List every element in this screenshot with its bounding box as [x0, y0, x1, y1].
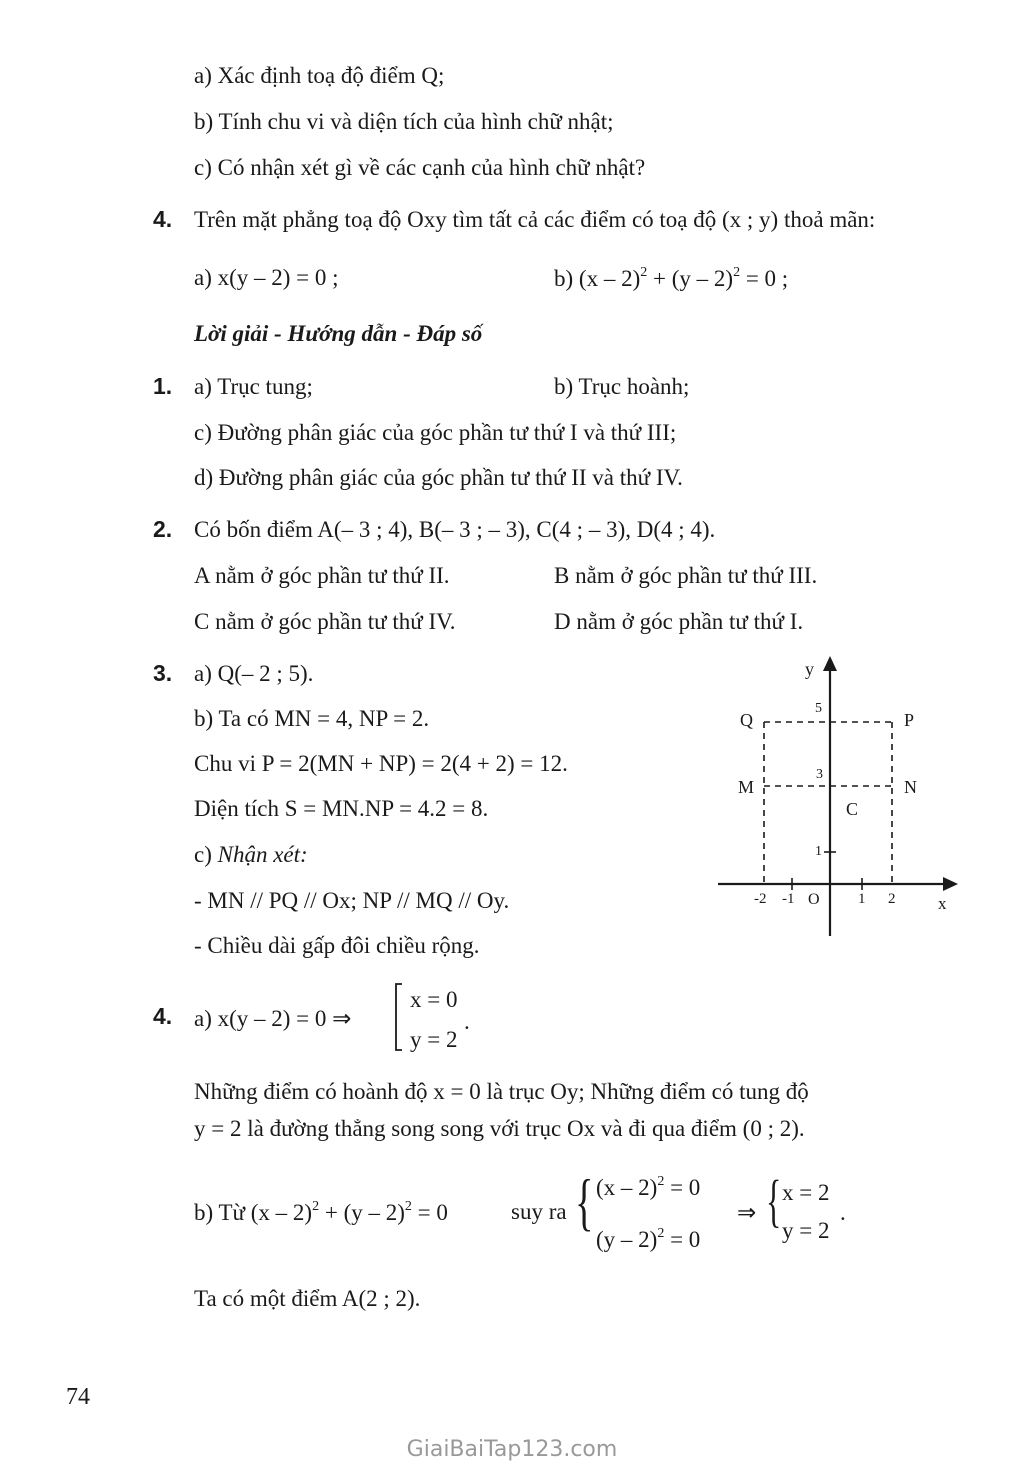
solution-3a: a) Q(– 2 ; 5).: [194, 661, 314, 686]
implies-symbol: ⇒: [737, 1200, 757, 1225]
solution-3c: c) Nhận xét:: [194, 842, 308, 867]
graph-tick-x-2: 2: [888, 891, 896, 907]
solution-1c: c) Đường phân giác của góc phần tư thứ I và thứ III;: [194, 420, 677, 445]
solution-4-explain-1: Những điểm có hoành độ x = 0 là trục Oy; Những điểm có tung độ: [194, 1079, 809, 1104]
graph-label-O: O: [808, 891, 820, 908]
graph-tick-minus-2: -2: [754, 891, 767, 907]
system-brace-1: {: [575, 1166, 594, 1237]
solution-2-D: D nằm ở góc phần tư thứ I.: [554, 609, 804, 634]
exercise-4a: a) x(y – 2) = 0 ;: [194, 265, 339, 290]
solution-1d: d) Đường phân giác của góc phần tư thứ II và thứ IV.: [194, 465, 683, 490]
exercise-4b: b) (x – 2)$^2$ + (y – 2)$^2$ = 0 ;: [554, 265, 789, 291]
solution-4-number: 4.: [153, 1003, 173, 1029]
solution-2-C: C nằm ở góc phần tư thứ IV.: [194, 609, 456, 634]
solution-4a-equation: a) x(y – 2) = 0 ⇒: [194, 1006, 352, 1031]
graph-tick-3: 3: [816, 767, 823, 782]
case-x-0: x = 0: [410, 987, 458, 1012]
graph-label-P: P: [904, 710, 915, 730]
graph-tick-x-1: 1: [858, 891, 866, 907]
result-x-2: x = 2: [782, 1180, 830, 1205]
graph-tick-5: 5: [815, 701, 822, 716]
solution-2-A: A nằm ở góc phần tư thứ II.: [194, 563, 450, 588]
part-b-text: b) Tính chu vi và diện tích của hình chữ nhật;: [194, 109, 614, 134]
solution-1a: a) Trục tung;: [194, 374, 313, 399]
graph-tick-1: 1: [815, 844, 822, 859]
solution-heading: Lời giải - Hướng dẫn - Đáp số: [194, 321, 483, 346]
solution-3-area: Diện tích S = MN.NP = 4.2 = 8.: [194, 796, 489, 821]
watermark: GiaiBaiTap123.com: [406, 1437, 618, 1462]
part-a-text: a) Xác định toạ độ điểm Q;: [194, 63, 445, 88]
system-eq-2: (y – 2)$^2$ = 0: [596, 1226, 701, 1252]
graph-label-y: y: [805, 659, 814, 679]
solution-1b: b) Trục hoành;: [554, 374, 690, 399]
exercise-4-text: Trên mặt phẳng toạ độ Oxy tìm tất cả các điểm có toạ độ (x ; y) thoả mãn:: [194, 207, 876, 232]
page-number: 74: [66, 1384, 90, 1410]
solution-3-remark-1: - MN // PQ // Ox; NP // MQ // Oy.: [194, 888, 510, 913]
system-brace-2: {: [766, 1168, 782, 1233]
graph-label-x: x: [938, 894, 947, 913]
solution-4b-suy-ra: suy ra: [511, 1199, 567, 1224]
part-c-text: c) Có nhận xét gì về các cạnh của hình chữ nhật?: [194, 155, 646, 180]
system-eq-1: (x – 2)$^2$ = 0: [596, 1174, 701, 1200]
graph-label-C: C: [846, 799, 859, 819]
solution-3-remark-2: - Chiều dài gấp đôi chiều rộng.: [194, 933, 480, 958]
graph-label-M: M: [738, 777, 755, 797]
solution-4b-start: b) Từ (x – 2)$^2$ + (y – 2)$^2$ = 0: [194, 1199, 448, 1225]
x-axis-arrow-icon: [943, 877, 958, 891]
y-axis-arrow-icon: [823, 656, 837, 671]
solution-3b: b) Ta có MN = 4, NP = 2.: [194, 706, 430, 731]
exercise-4-number: 4.: [153, 206, 173, 232]
solution-2-points: Có bốn điểm A(– 3 ; 4), B(– 3 ; – 3), C(4 ; – 3), D(4 ; 4).: [194, 517, 716, 542]
solution-3-number: 3.: [153, 660, 173, 686]
solution-4-conclusion: Ta có một điểm A(2 ; 2).: [194, 1286, 421, 1311]
graph-tick-minus-1: -1: [782, 891, 795, 907]
solution-2-B: B nằm ở góc phần tư thứ III.: [554, 563, 818, 588]
solution-4-explain-2: y = 2 là đường thẳng song song với trục Ox và đi qua điểm (0 ; 2).: [194, 1116, 805, 1141]
or-bracket: [396, 984, 402, 1050]
case-y-2: y = 2: [410, 1027, 458, 1052]
solution-1-number: 1.: [153, 373, 173, 399]
graph-label-Q: Q: [740, 710, 753, 730]
result-y-2: y = 2: [782, 1218, 830, 1243]
solution-4b-dot: .: [840, 1200, 846, 1225]
solution-3-perimeter: Chu vi P = 2(MN + NP) = 2(4 + 2) = 12.: [194, 751, 568, 776]
solution-4a-dot: .: [464, 1009, 470, 1034]
solution-2-number: 2.: [153, 516, 173, 542]
graph-label-N: N: [904, 777, 917, 797]
